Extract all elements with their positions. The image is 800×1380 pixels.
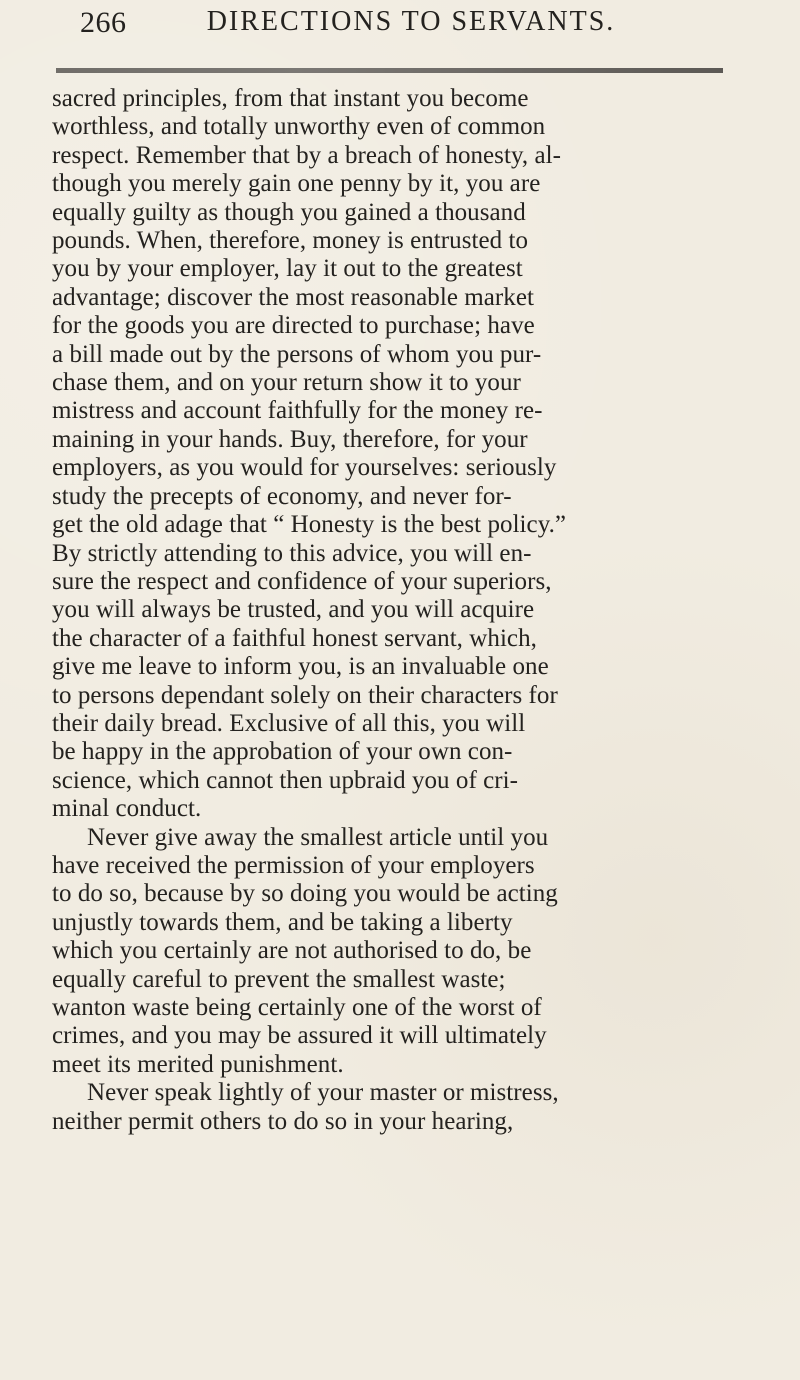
- text-line: you will always be trusted, and you will acquire: [52, 596, 535, 624]
- text-line: respect. Remember that by a breach of honesty, al-: [52, 141, 562, 169]
- text-line: minal conduct.: [52, 795, 202, 823]
- body-text: [52, 85, 770, 1136]
- text-line: meet its merited punishment.: [52, 1050, 344, 1078]
- text-line: their daily bread. Exclusive of all this, you will: [52, 709, 526, 737]
- text-line: maining in your hands. Buy, therefore, for your: [52, 425, 528, 453]
- text-line: equally careful to prevent the smallest waste;: [52, 965, 506, 993]
- text-line: mistress and account faithfully for the money re-: [52, 397, 543, 425]
- text-line: advantage; discover the most reasonable market: [52, 283, 534, 311]
- running-head: DIRECTIONS TO SERVANTS.: [206, 6, 616, 37]
- text-line: neither permit others to do so in your hearing,: [52, 1107, 514, 1135]
- text-line: sure the respect and confidence of your superiors,: [52, 567, 552, 595]
- text-line: for the goods you are directed to purchase; have: [52, 312, 535, 340]
- text-line: give me leave to inform you, is an invaluable one: [52, 653, 549, 681]
- text-line: wanton waste being certainly one of the worst of: [52, 994, 542, 1021]
- text-line: sacred principles, from that instant you become: [52, 85, 529, 112]
- text-line: chase them, and on your return show it to your: [52, 369, 521, 397]
- text-line: to persons dependant solely on their characters for: [52, 681, 558, 709]
- text-line: get the old adage that “ Honesty is the best policy.”: [52, 511, 567, 539]
- paragraph-2: [52, 824, 770, 1080]
- text-line: unjustly towards them, and be taking a liberty: [52, 908, 513, 936]
- page-header: [52, 8, 770, 64]
- text-line: the character of a faithful honest servant, which,: [52, 624, 537, 652]
- paragraph-1: [52, 85, 770, 824]
- text-line: equally guilty as though you gained a thousand: [52, 198, 526, 226]
- text-line: to do so, because by so doing you would be acting: [52, 880, 558, 908]
- text-line: Never give away the smallest article until you: [87, 823, 549, 851]
- text-line: study the precepts of economy, and never for-: [52, 482, 512, 510]
- text-line: Never speak lightly of your master or mistress,: [87, 1079, 559, 1107]
- text-line: employers, as you would for yourselves: seriously: [52, 454, 557, 482]
- text-line: be happy in the approbation of your own con-: [52, 738, 513, 766]
- page-number: 266: [80, 6, 127, 39]
- text-line: pounds. When, therefore, money is entrusted to: [52, 227, 529, 255]
- text-line: a bill made out by the persons of whom you pur-: [52, 340, 542, 368]
- text-line: though you merely gain one penny by it, you are: [52, 170, 541, 198]
- paragraph-3: [52, 1079, 770, 1136]
- text-line: science, which cannot then upbraid you of cri-: [52, 766, 519, 794]
- text-line: crimes, and you may be assured it will ultimately: [52, 1022, 547, 1050]
- text-line: which you certainly are not authorised to do, be: [52, 937, 532, 965]
- text-line: By strictly attending to this advice, you will en-: [52, 539, 532, 567]
- text-line: you by your employer, lay it out to the greatest: [52, 255, 523, 283]
- text-line: worthless, and totally unworthy even of common: [52, 113, 546, 141]
- text-line: have received the permission of your employers: [52, 851, 535, 879]
- header-rule: [56, 68, 723, 73]
